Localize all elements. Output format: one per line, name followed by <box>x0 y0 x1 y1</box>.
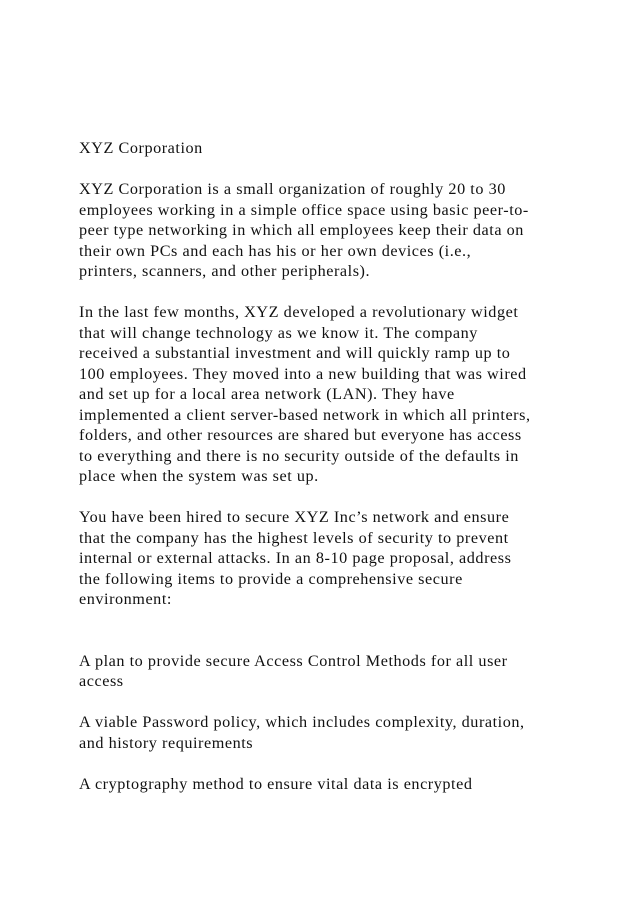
document-title: XYZ Corporation <box>79 139 203 157</box>
paragraph-assignment: You have been hired to secure XYZ Inc’s network and ensure that the company has the highest levels of security to prevent internal or external attacks. In an 8-10 page proposal, address the following items to provide a comprehensive secure environment: <box>79 508 512 608</box>
paragraph-spacer <box>79 753 559 774</box>
document-body <box>79 138 559 794</box>
paragraph-spacer <box>79 282 559 303</box>
paragraph-spacer <box>79 159 559 180</box>
requirement-access-control: A plan to provide secure Access Control Methods for all user access <box>79 651 508 690</box>
requirement-password-policy: A viable Password policy, which includes complexity, duration, and history requirements <box>79 713 525 752</box>
requirement-cryptography: A cryptography method to ensure vital data is encrypted <box>79 774 473 793</box>
paragraph-spacer <box>79 487 559 508</box>
paragraph-company-overview: XYZ Corporation is a small organization of roughly 20 to 30 employees working in a simple office space using basic peer-to- peer type networking in which all employees keep their data on their own PCs and each has his or her own devices (i.e., printers, scanners, and other peripherals). <box>79 180 529 280</box>
paragraph-spacer <box>79 692 559 713</box>
paragraph-recent-growth: In the last few months, XYZ developed a revolutionary widget that will change technology as we know it. The company received a substantial investment and will quickly ramp up to 100 employees. They moved into a new building that was wired and set up for a local area network (LAN). They have implemented a client server-based network in which all printers, folders, and other resources are shared but everyone has access to everything and there is no security outside of the defaults in place when the system was set up. <box>79 303 531 485</box>
paragraph-spacer <box>79 610 559 651</box>
